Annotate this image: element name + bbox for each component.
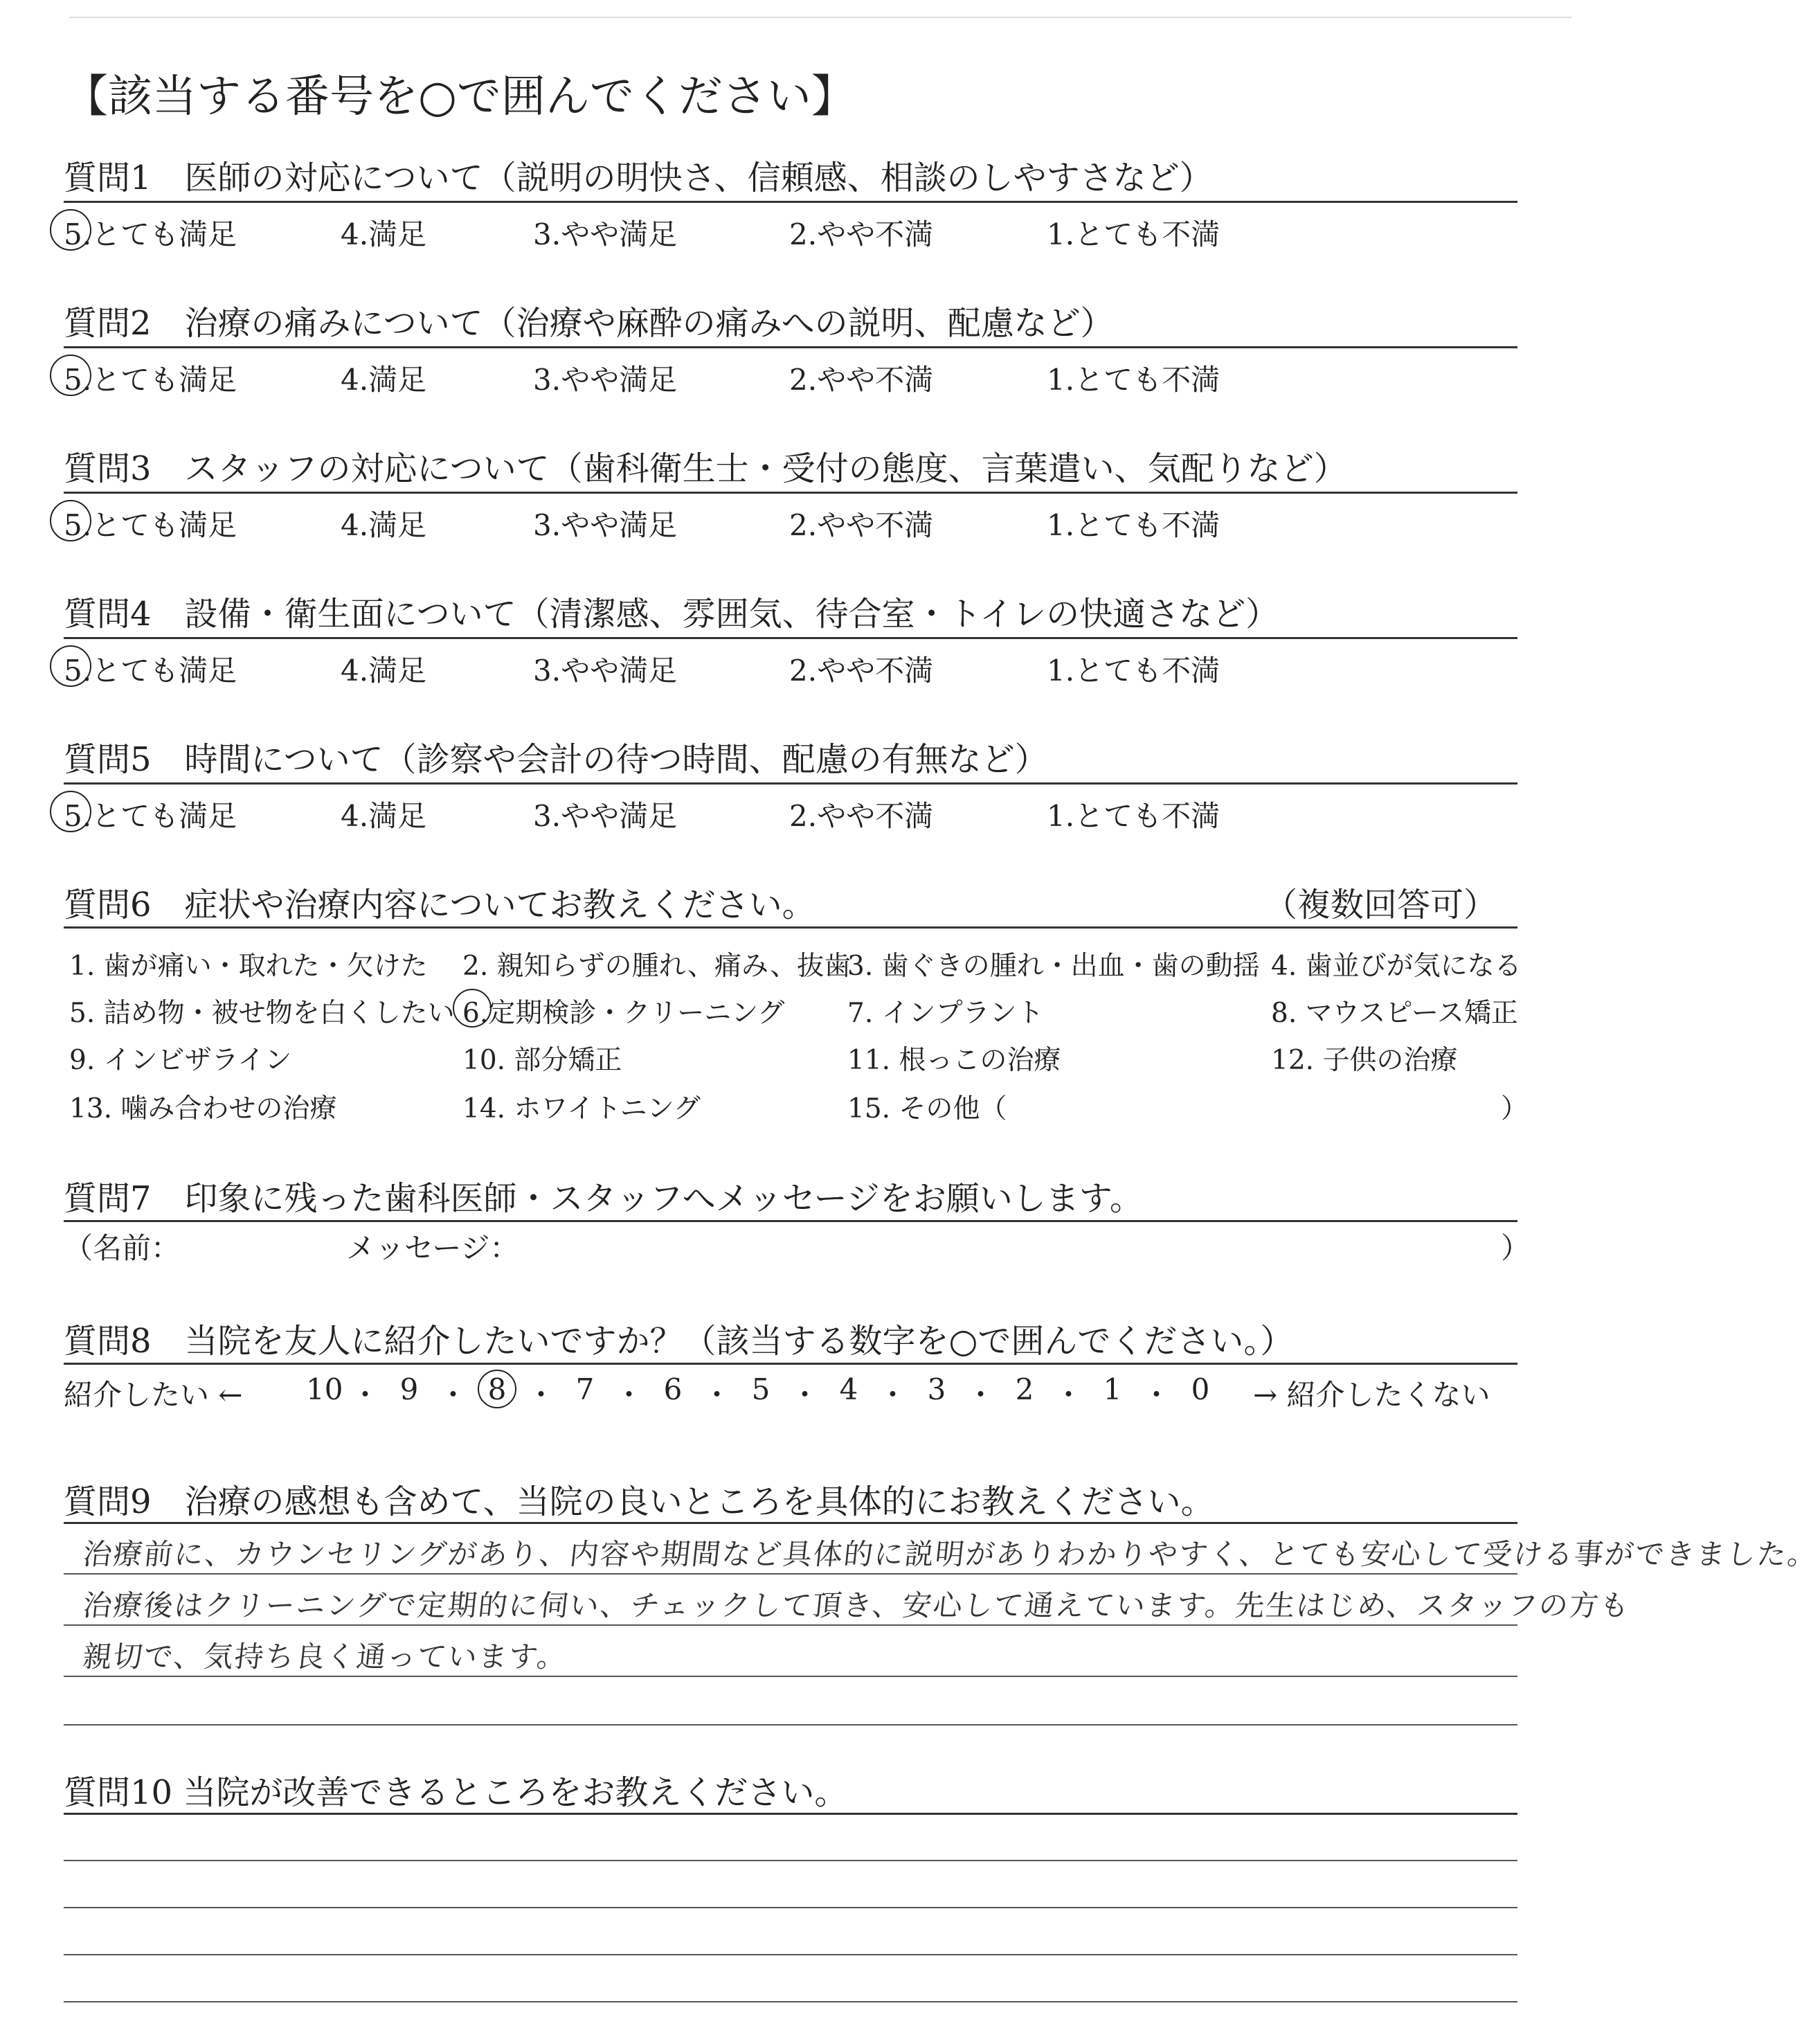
- q6-option-11[interactable]: 11. 根っこの治療: [847, 1045, 1061, 1076]
- q8-scale-dot: ・: [1054, 1378, 1083, 1412]
- q5-rule: [64, 782, 1517, 785]
- q4-title: 質問4 設備・衛生面について（清潔感、雰囲気、待合室・トイレの快適さなど）: [64, 595, 1279, 634]
- q4-option-5[interactable]: 5.とても満足: [64, 654, 237, 688]
- q2-option-1[interactable]: 1.とても不満: [1047, 363, 1220, 397]
- q3-option-5[interactable]: 5.とても満足: [64, 508, 237, 542]
- q8-scale-dot: ・: [790, 1378, 820, 1412]
- q8-scale-7[interactable]: 7: [575, 1372, 595, 1406]
- q7-title: 質問7 印象に残った歯科医師・スタッフへメッセージをお願いします。: [64, 1179, 1143, 1218]
- q6-option-1[interactable]: 1. 歯が痛い・取れた・欠けた: [69, 951, 428, 982]
- q9-answer-line-1: 治療前に、カウンセリングがあり、内容や期間など具体的に説明がありわかりやすく、とても安心して受ける事ができました。: [81, 1537, 1820, 1571]
- q6-option-13[interactable]: 13. 噛み合わせの治療: [69, 1093, 337, 1124]
- q8-scale-9[interactable]: 9: [399, 1372, 419, 1406]
- q9-answer-line-3: 親切で、気持ち良く通っています。: [81, 1640, 570, 1674]
- q1-rule: [64, 201, 1517, 203]
- q6-option-7[interactable]: 7. インプラント: [847, 998, 1044, 1029]
- q9-answer-line-2: 治療後はクリーニングで定期的に伺い、チェックして頂き、安心して通えています。先生はじめ、スタッフの方も: [81, 1588, 1632, 1622]
- q6-option-15-close: ）: [1501, 1093, 1529, 1124]
- q8-scale-dot: ・: [350, 1378, 380, 1412]
- instruction-heading: 【該当する番号を○で囲んでください】: [64, 71, 856, 123]
- q7-close-paren: ）: [1501, 1231, 1531, 1265]
- q6-option-2[interactable]: 2. 親知らずの腫れ、痛み、抜歯: [462, 951, 852, 982]
- q5-option-1[interactable]: 1.とても不満: [1047, 799, 1220, 833]
- q6-option-5[interactable]: 5. 詰め物・被せ物を白くしたい: [69, 998, 455, 1029]
- q8-scale-3[interactable]: 3: [927, 1372, 946, 1406]
- q6-option-6[interactable]: 6.定期検診・クリーニング: [462, 998, 785, 1029]
- q6-option-15[interactable]: 15. その他（: [847, 1093, 1007, 1124]
- q8-scale-dot: ・: [614, 1378, 644, 1412]
- q10-line-3: [64, 1954, 1517, 1955]
- q5-option-3[interactable]: 3.やや満足: [533, 799, 678, 833]
- q6-option-9[interactable]: 9. インビザライン: [69, 1045, 292, 1076]
- q10-line-4: [64, 2001, 1517, 2002]
- q9-title: 質問9 治療の感想も含めて、当院の良いところを具体的にお教えください。: [64, 1482, 1214, 1521]
- top-edge-line: [69, 17, 1571, 18]
- q10-line-1: [64, 1860, 1517, 1861]
- q6-option-14[interactable]: 14. ホワイトニング: [462, 1093, 701, 1124]
- q8-scale-dot: ・: [1142, 1378, 1171, 1412]
- q1-option-4[interactable]: 4.満足: [341, 217, 427, 251]
- q7-message-label: メッセージ：: [346, 1231, 519, 1265]
- q2-option-4[interactable]: 4.満足: [341, 363, 427, 397]
- q8-scale-10[interactable]: 10: [306, 1372, 343, 1406]
- q8-scale-4[interactable]: 4: [839, 1372, 858, 1406]
- q3-option-1[interactable]: 1.とても不満: [1047, 508, 1220, 542]
- q8-scale-6[interactable]: 6: [663, 1372, 683, 1406]
- q9-line-4: [64, 1724, 1517, 1725]
- q1-option-2[interactable]: 2.やや不満: [789, 217, 934, 251]
- q6-title: 質問6 症状や治療内容についてお教えください。: [64, 886, 816, 924]
- q9-line-1: [64, 1573, 1517, 1575]
- q2-title: 質問2 治療の痛みについて（治療や麻酔の痛みへの説明、配慮など）: [64, 304, 1114, 343]
- q5-title: 質問5 時間について（診察や会計の待つ時間、配慮の有無など）: [64, 740, 1048, 779]
- q8-scale-8[interactable]: 8: [487, 1372, 507, 1406]
- q1-title: 質問1 医師の対応について（説明の明快さ、信頼感、相談のしやすさなど）: [64, 159, 1213, 197]
- q6-option-10[interactable]: 10. 部分矯正: [462, 1045, 622, 1076]
- q8-scale-dot: ・: [966, 1378, 995, 1412]
- q4-rule: [64, 637, 1517, 639]
- q6-option-4[interactable]: 4. 歯並びが気になる: [1271, 951, 1522, 982]
- q5-option-2[interactable]: 2.やや不満: [789, 799, 934, 833]
- q3-option-4[interactable]: 4.満足: [341, 508, 427, 542]
- q5-option-4[interactable]: 4.満足: [341, 799, 427, 833]
- q9-line-2: [64, 1624, 1517, 1626]
- q7-rule: [64, 1220, 1517, 1222]
- q6-rule: [64, 926, 1517, 929]
- q8-right-label: → 紹介したくない: [1253, 1378, 1490, 1412]
- q3-title: 質問3 スタッフの対応について（歯科衛生士・受付の態度、言葉遣い、気配りなど）: [64, 449, 1347, 488]
- q4-option-1[interactable]: 1.とても不満: [1047, 654, 1220, 688]
- q8-scale-0[interactable]: 0: [1191, 1372, 1210, 1406]
- q2-option-3[interactable]: 3.やや満足: [533, 363, 678, 397]
- q9-rule: [64, 1522, 1517, 1524]
- q8-scale-dot: ・: [702, 1378, 732, 1412]
- q10-title: 質問10 当院が改善できるところをお教えください。: [64, 1773, 848, 1812]
- q6-option-12[interactable]: 12. 子供の治療: [1271, 1045, 1458, 1076]
- q4-option-3[interactable]: 3.やや満足: [533, 654, 678, 688]
- q8-rule: [64, 1363, 1517, 1365]
- q5-option-5[interactable]: 5.とても満足: [64, 799, 237, 833]
- q3-option-2[interactable]: 2.やや不満: [789, 508, 934, 542]
- q1-option-3[interactable]: 3.やや満足: [533, 217, 678, 251]
- q6-multi-answer-note: （複数回答可）: [1264, 886, 1497, 924]
- q4-option-2[interactable]: 2.やや不満: [789, 654, 934, 688]
- q2-option-5[interactable]: 5.とても満足: [64, 363, 237, 397]
- q8-scale-dot: ・: [878, 1378, 908, 1412]
- q8-scale-dot: ・: [526, 1378, 556, 1412]
- q10-rule: [64, 1813, 1517, 1815]
- q2-option-2[interactable]: 2.やや不満: [789, 363, 934, 397]
- q4-option-4[interactable]: 4.満足: [341, 654, 427, 688]
- q8-scale-2[interactable]: 2: [1015, 1372, 1034, 1406]
- q3-option-3[interactable]: 3.やや満足: [533, 508, 678, 542]
- q8-left-label: 紹介したい ←: [64, 1378, 243, 1412]
- q8-scale-5[interactable]: 5: [751, 1372, 771, 1406]
- q8-title: 質問8 当院を友人に紹介したいですか？（該当する数字を○で囲んでください。）: [64, 1322, 1294, 1361]
- q6-option-8[interactable]: 8. マウスピース矯正: [1271, 998, 1518, 1029]
- q7-name-label: （名前：: [64, 1231, 181, 1265]
- q1-option-1[interactable]: 1.とても不満: [1047, 217, 1220, 251]
- q1-option-5[interactable]: 5.とても満足: [64, 217, 237, 251]
- q3-rule: [64, 492, 1517, 494]
- q8-scale-dot: ・: [438, 1378, 468, 1412]
- q2-rule: [64, 346, 1517, 348]
- q8-scale-1[interactable]: 1: [1103, 1372, 1122, 1406]
- q9-line-3: [64, 1676, 1517, 1677]
- q10-line-2: [64, 1907, 1517, 1908]
- q8-selected-circle: [478, 1370, 516, 1408]
- q6-option-3[interactable]: 3. 歯ぐきの腫れ・出血・歯の動揺: [847, 951, 1260, 982]
